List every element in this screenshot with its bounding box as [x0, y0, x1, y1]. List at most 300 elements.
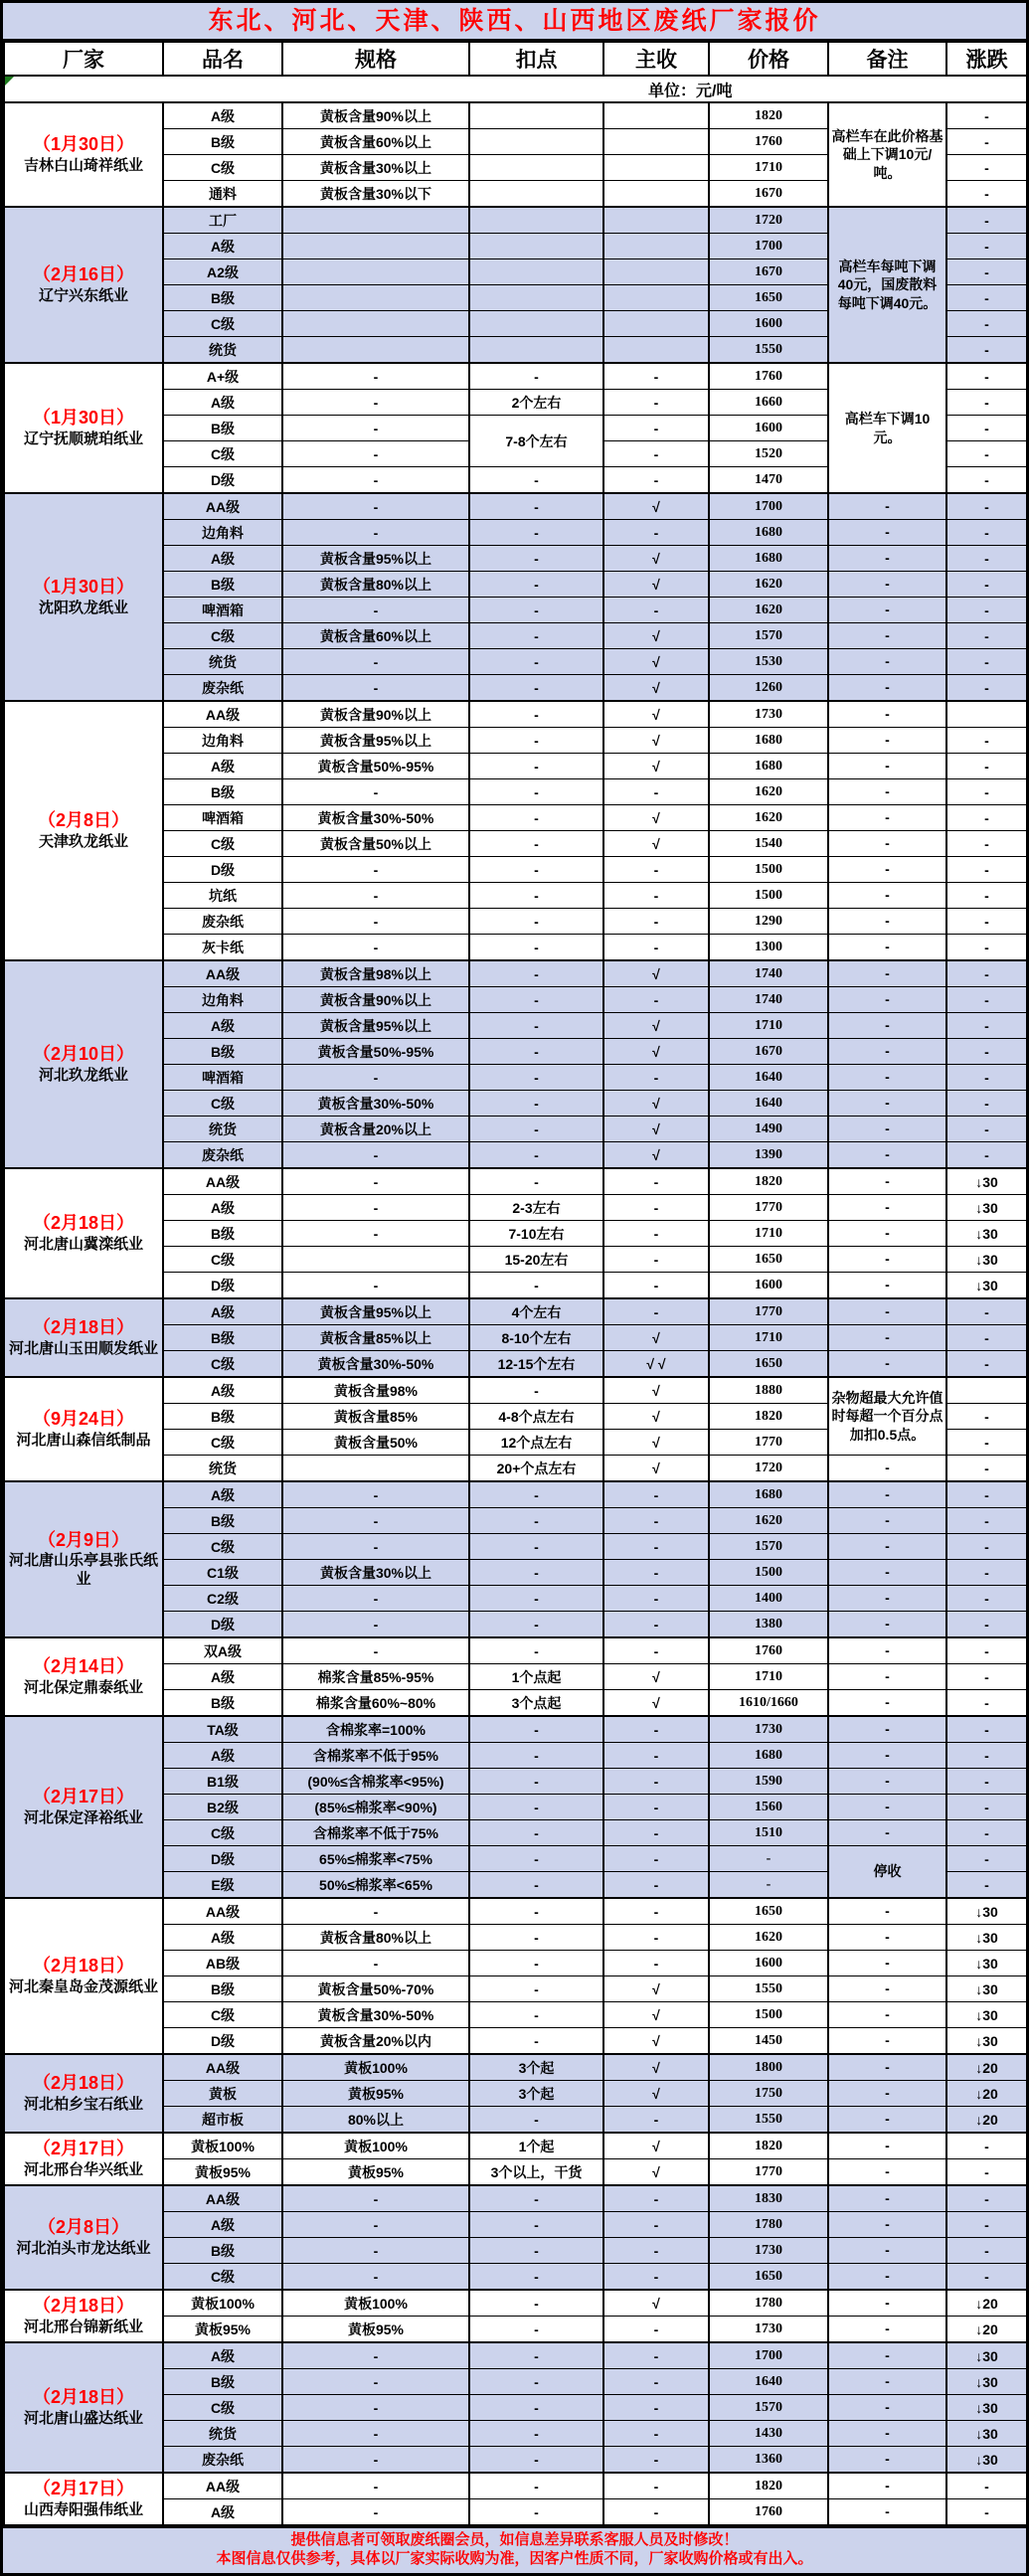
spec-cell: 黄板含量80%以上: [282, 572, 469, 598]
remark-cell: -: [828, 1298, 946, 1325]
grade-cell: D级: [163, 857, 282, 883]
grade-cell: B级: [163, 1508, 282, 1534]
remark-cell: -: [828, 2473, 946, 2499]
main-collect-cell: √: [603, 2028, 709, 2055]
price-cell: 1670: [709, 181, 828, 208]
spec-cell: 黄板95%: [282, 2081, 469, 2107]
deduction-cell: [469, 207, 603, 234]
grade-cell: A+级: [163, 363, 282, 390]
grade-cell: C级: [163, 1820, 282, 1846]
remark-cell: -: [828, 1273, 946, 1299]
factory-cell: [4, 2054, 163, 2133]
change-cell: -: [946, 1142, 1027, 1169]
grade-cell: C级: [163, 1091, 282, 1116]
main-collect-cell: [603, 102, 709, 129]
spec-cell: 50%≤棉浆率<65%: [282, 1872, 469, 1899]
deduction-cell: [469, 285, 603, 311]
price-cell: 1680: [709, 728, 828, 754]
remark-cell: -: [828, 2185, 946, 2212]
main-collect-cell: [603, 207, 709, 234]
price-cell: 1620: [709, 805, 828, 831]
change-cell: -: [946, 2159, 1027, 2186]
remark-cell: 停收: [828, 1846, 946, 1899]
deduction-cell: -: [469, 805, 603, 831]
change-cell: -: [946, 285, 1027, 311]
grade-cell: A级: [163, 754, 282, 779]
remark-cell: -: [828, 2081, 946, 2107]
price-cell: 1700: [709, 2342, 828, 2369]
grade-cell: 超市板: [163, 2107, 282, 2134]
grade-cell: AA级: [163, 2054, 282, 2081]
table-row: [4, 1168, 1027, 1195]
spec-cell: 80%以上: [282, 2107, 469, 2134]
deduction-cell: 8-10个左右: [469, 1325, 603, 1351]
change-cell: ↓30: [946, 1195, 1027, 1221]
change-cell: -: [946, 390, 1027, 416]
spec-cell: [282, 1456, 469, 1482]
main-collect-cell: -: [603, 987, 709, 1013]
factory-cell: [4, 493, 163, 701]
deduction-cell: 1个点起: [469, 1664, 603, 1690]
spec-cell: -: [282, 2264, 469, 2291]
table-row: [4, 2290, 1027, 2317]
main-collect-cell: √: [603, 754, 709, 779]
main-collect-cell: √: [603, 546, 709, 572]
change-cell: -: [946, 1298, 1027, 1325]
change-cell: -: [946, 467, 1027, 494]
spec-cell: 棉浆含量85%-95%: [282, 1664, 469, 1690]
change-cell: -: [946, 1795, 1027, 1820]
main-collect-cell: [603, 311, 709, 337]
spec-cell: [282, 207, 469, 234]
factory-name: 河北保定泽裕纸业: [23, 1808, 143, 1826]
price-cell: 1550: [709, 2107, 828, 2134]
change-cell: ↓30: [946, 1247, 1027, 1273]
main-collect-cell: √: [603, 2054, 709, 2081]
deduction-cell: -: [469, 1898, 603, 1925]
grade-cell: E级: [163, 1872, 282, 1899]
factory-cell: [4, 363, 163, 493]
remark-cell: -: [828, 2499, 946, 2525]
unit-cell: [4, 76, 1027, 102]
price-cell: 1620: [709, 598, 828, 623]
deduction-cell: -: [469, 2317, 603, 2343]
main-collect-cell: [603, 155, 709, 181]
remark-cell: -: [828, 728, 946, 754]
main-collect-cell: -: [603, 2447, 709, 2474]
grade-cell: C1级: [163, 1560, 282, 1586]
deduction-cell: [469, 102, 603, 129]
remark-cell: -: [828, 960, 946, 987]
change-cell: -: [946, 129, 1027, 155]
grade-cell: B级: [163, 1404, 282, 1430]
grade-cell: A级: [163, 390, 282, 416]
price-cell: 1800: [709, 2054, 828, 2081]
remark-cell: -: [828, 649, 946, 675]
spec-cell: -: [282, 1637, 469, 1664]
deduction-cell: -: [469, 2421, 603, 2447]
main-collect-cell: √: [603, 1142, 709, 1169]
change-cell: -: [946, 1456, 1027, 1482]
change-cell: -: [946, 1430, 1027, 1456]
change-cell: ↓20: [946, 2054, 1027, 2081]
grade-cell: B级: [163, 1039, 282, 1065]
factory-date: （2月18日）: [32, 2387, 135, 2408]
factory-cell: [4, 1298, 163, 1377]
main-collect-cell: -: [603, 441, 709, 467]
grade-cell: C级: [163, 441, 282, 467]
change-cell: -: [946, 987, 1027, 1013]
main-collect-cell: √: [603, 2290, 709, 2317]
price-cell: 1820: [709, 1404, 828, 1430]
factory-cell: [4, 207, 163, 363]
remark-cell: -: [828, 2395, 946, 2421]
deduction-cell: [469, 181, 603, 208]
price-cell: 1650: [709, 1898, 828, 1925]
main-collect-cell: -: [603, 779, 709, 805]
spec-cell: 黄板含量90%以上: [282, 701, 469, 728]
main-collect-cell: -: [603, 1872, 709, 1899]
factory-date: （2月8日）: [37, 810, 130, 831]
spec-cell: 黄板100%: [282, 2054, 469, 2081]
remark-cell: -: [828, 2342, 946, 2369]
price-cell: 1730: [709, 1716, 828, 1743]
deduction-cell: -: [469, 1846, 603, 1872]
price-cell: 1770: [709, 1298, 828, 1325]
main-collect-cell: -: [603, 2473, 709, 2499]
main-collect-cell: -: [603, 467, 709, 494]
spec-cell: -: [282, 1273, 469, 1299]
main-collect-cell: -: [603, 2264, 709, 2291]
main-collect-cell: -: [603, 1586, 709, 1612]
factory-name: 河北唐山乐亭县张氏纸业: [8, 1552, 158, 1589]
remark-cell: -: [828, 520, 946, 546]
factory-date: （2月18日）: [32, 2296, 135, 2317]
deduction-cell: -: [469, 2107, 603, 2134]
grade-cell: A2级: [163, 259, 282, 285]
deduction-cell: [469, 129, 603, 155]
spec-cell: 黄板95%: [282, 2317, 469, 2343]
main-collect-cell: -: [603, 1925, 709, 1951]
grade-cell: B级: [163, 572, 282, 598]
spec-cell: -: [282, 1586, 469, 1612]
deduction-cell: 20+个点左右: [469, 1456, 603, 1482]
grade-cell: 双A级: [163, 1637, 282, 1664]
remark-cell: -: [828, 1898, 946, 1925]
grade-cell: B级: [163, 1976, 282, 2002]
main-collect-cell: √: [603, 1430, 709, 1456]
factory-cell: [4, 1377, 163, 1481]
spec-cell: -: [282, 2369, 469, 2395]
deduction-cell: -: [469, 675, 603, 702]
main-collect-cell: -: [603, 1795, 709, 1820]
price-cell: 1620: [709, 1925, 828, 1951]
grade-cell: B级: [163, 416, 282, 441]
change-cell: -: [946, 1637, 1027, 1664]
price-cell: 1820: [709, 2133, 828, 2159]
grade-cell: B级: [163, 779, 282, 805]
grade-cell: D级: [163, 1846, 282, 1872]
main-collect-cell: [603, 259, 709, 285]
price-cell: 1780: [709, 2212, 828, 2238]
remark-cell: -: [828, 1820, 946, 1846]
price-cell: 1760: [709, 363, 828, 390]
change-cell: -: [946, 883, 1027, 909]
grade-cell: 工厂: [163, 207, 282, 234]
header-row: [4, 42, 1027, 76]
price-cell: 1600: [709, 1951, 828, 1976]
remark-cell: -: [828, 1534, 946, 1560]
table-row: [4, 701, 1027, 728]
change-cell: -: [946, 311, 1027, 337]
spec-cell: -: [282, 363, 469, 390]
deduction-cell: 3个起: [469, 2081, 603, 2107]
factory-date: （2月18日）: [32, 2073, 135, 2094]
table-row: [4, 1298, 1027, 1325]
deduction-cell: -: [469, 909, 603, 935]
table-row: [4, 102, 1027, 129]
remark-cell: -: [828, 1508, 946, 1534]
remark-cell: -: [828, 572, 946, 598]
table-row: [4, 960, 1027, 987]
change-cell: -: [946, 2473, 1027, 2499]
change-cell: -: [946, 1716, 1027, 1743]
remark-cell: -: [828, 2317, 946, 2343]
deduction-cell: -: [469, 1612, 603, 1638]
spec-cell: -: [282, 416, 469, 441]
main-collect-cell: √: [603, 1976, 709, 2002]
change-cell: -: [946, 754, 1027, 779]
main-collect-cell: -: [603, 2317, 709, 2343]
price-cell: 1380: [709, 1612, 828, 1638]
deduction-cell: -: [469, 572, 603, 598]
factory-date: （2月18日）: [32, 1317, 135, 1338]
spec-cell: -: [282, 390, 469, 416]
factory-name: 辽宁抚顺琥珀纸业: [23, 429, 143, 447]
price-cell: 1500: [709, 883, 828, 909]
factory-cell: [4, 960, 163, 1168]
change-cell: ↓30: [946, 2342, 1027, 2369]
price-cell: 1470: [709, 467, 828, 494]
main-collect-cell: √: [603, 1091, 709, 1116]
deduction-cell: -: [469, 779, 603, 805]
change-cell: -: [946, 1690, 1027, 1717]
main-collect-cell: -: [603, 1273, 709, 1299]
factory-cell: [4, 102, 163, 207]
change-cell: -: [946, 2238, 1027, 2264]
spec-cell: -: [282, 493, 469, 520]
factory-date: （2月10日）: [32, 1044, 135, 1065]
factory-date: （2月17日）: [32, 2479, 135, 2499]
price-cell: 1750: [709, 2081, 828, 2107]
remark-cell: -: [828, 1247, 946, 1273]
col-header-remark: 备注: [828, 42, 946, 76]
deduction-cell: -: [469, 1168, 603, 1195]
deduction-cell: -: [469, 960, 603, 987]
spec-cell: 黄板含量90%以上: [282, 102, 469, 129]
price-cell: 1590: [709, 1769, 828, 1795]
remark-cell: -: [828, 2238, 946, 2264]
grade-cell: C级: [163, 155, 282, 181]
main-collect-cell: -: [603, 2185, 709, 2212]
main-collect-cell: -: [603, 1612, 709, 1638]
remark-cell: -: [828, 1664, 946, 1690]
change-cell: ↓30: [946, 1976, 1027, 2002]
remark-cell: -: [828, 831, 946, 857]
change-cell: -: [946, 623, 1027, 649]
main-collect-cell: -: [603, 1560, 709, 1586]
spec-cell: 黄板含量60%以上: [282, 129, 469, 155]
spec-cell: 黄板含量85%: [282, 1404, 469, 1430]
grade-cell: A级: [163, 2499, 282, 2525]
main-collect-cell: -: [603, 857, 709, 883]
price-cell: 1670: [709, 1039, 828, 1065]
main-collect-cell: -: [603, 1820, 709, 1846]
remark-cell: 杂物超最大允许值时每超一个百分点加扣0.5点。: [828, 1377, 946, 1456]
grade-cell: 通料: [163, 181, 282, 208]
factory-name: 河北邢台华兴纸业: [23, 2160, 143, 2178]
deduction-cell: 1个起: [469, 2133, 603, 2159]
grade-cell: A级: [163, 102, 282, 129]
change-cell: -: [946, 1612, 1027, 1638]
remark-cell: -: [828, 1325, 946, 1351]
price-cell: 1620: [709, 572, 828, 598]
main-collect-cell: √: [603, 1664, 709, 1690]
grade-cell: 黄板100%: [163, 2290, 282, 2317]
deduction-cell: -: [469, 1716, 603, 1743]
grade-cell: 统货: [163, 337, 282, 364]
factory-date: （1月30日）: [32, 134, 135, 155]
factory-cell: [4, 2185, 163, 2290]
table-row: [4, 2185, 1027, 2212]
spec-cell: 黄板含量30%-50%: [282, 2002, 469, 2028]
remark-cell: -: [828, 1769, 946, 1795]
price-cell: 1700: [709, 234, 828, 259]
spec-cell: -: [282, 2473, 469, 2499]
main-collect-cell: [603, 129, 709, 155]
deduction-cell: 12个点左右: [469, 1430, 603, 1456]
spec-cell: -: [282, 1481, 469, 1508]
grade-cell: 坑纸: [163, 883, 282, 909]
price-cell: 1880: [709, 1377, 828, 1404]
grade-cell: C级: [163, 1247, 282, 1273]
change-cell: -: [946, 857, 1027, 883]
grade-cell: A级: [163, 1298, 282, 1325]
factory-name: 山西寿阳强伟纸业: [23, 2500, 143, 2518]
remark-cell: 高栏车每吨下调40元，国废散料每吨下调40元。: [828, 207, 946, 363]
change-cell: -: [946, 1743, 1027, 1769]
change-cell: -: [946, 649, 1027, 675]
price-cell: 1600: [709, 1273, 828, 1299]
grade-cell: A级: [163, 234, 282, 259]
main-collect-cell: -: [603, 2499, 709, 2525]
grade-cell: C级: [163, 2264, 282, 2291]
change-cell: -: [946, 1039, 1027, 1065]
main-collect-cell: √: [603, 701, 709, 728]
main-collect-cell: -: [603, 1508, 709, 1534]
remark-cell: -: [828, 883, 946, 909]
grade-cell: AA级: [163, 701, 282, 728]
price-cell: 1770: [709, 1195, 828, 1221]
spec-cell: -: [282, 520, 469, 546]
remark-cell: -: [828, 2290, 946, 2317]
spec-cell: -: [282, 1195, 469, 1221]
deduction-cell: -: [469, 1925, 603, 1951]
price-cell: 1620: [709, 779, 828, 805]
quote-table-body: [4, 102, 1027, 2525]
grade-cell: 边角料: [163, 728, 282, 754]
grade-cell: C级: [163, 623, 282, 649]
price-cell: 1670: [709, 259, 828, 285]
deduction-cell: -: [469, 1743, 603, 1769]
change-cell: ↓30: [946, 1898, 1027, 1925]
main-collect-cell: -: [603, 2107, 709, 2134]
grade-cell: C2级: [163, 1586, 282, 1612]
spec-cell: -: [282, 2212, 469, 2238]
factory-name: 河北唐山盛达纸业: [23, 2409, 143, 2427]
price-cell: 1680: [709, 1481, 828, 1508]
change-cell: -: [946, 337, 1027, 364]
factory-name: 天津玖龙纸业: [38, 832, 128, 850]
price-cell: 1620: [709, 1508, 828, 1534]
col-header-price: 价格: [709, 42, 828, 76]
price-cell: 1490: [709, 1116, 828, 1142]
factory-date: （2月16日）: [32, 264, 135, 285]
change-cell: -: [946, 935, 1027, 961]
main-collect-cell: √: [603, 831, 709, 857]
factory-date: （2月18日）: [32, 1956, 135, 1976]
grade-cell: 统货: [163, 1116, 282, 1142]
deduction-cell: -: [469, 701, 603, 728]
table-row: [4, 493, 1027, 520]
deduction-cell: -: [469, 2395, 603, 2421]
price-cell: 1710: [709, 155, 828, 181]
factory-name: 河北玖龙纸业: [38, 1066, 128, 1084]
main-collect-cell: √: [603, 2002, 709, 2028]
main-collect-cell: -: [603, 1769, 709, 1795]
price-cell: 1600: [709, 416, 828, 441]
unit-note: 单位：元/吨: [648, 83, 733, 99]
price-cell: 1360: [709, 2447, 828, 2474]
price-cell: 1290: [709, 909, 828, 935]
remark-cell: -: [828, 1351, 946, 1378]
table-row: [4, 2473, 1027, 2499]
grade-cell: 边角料: [163, 520, 282, 546]
change-cell: -: [946, 520, 1027, 546]
remark-cell: -: [828, 2054, 946, 2081]
price-cell: 1650: [709, 1247, 828, 1273]
main-collect-cell: √: [603, 572, 709, 598]
table-row: [4, 1377, 1027, 1404]
remark-cell: -: [828, 2421, 946, 2447]
change-cell: -: [946, 1769, 1027, 1795]
price-cell: 1540: [709, 831, 828, 857]
deduction-cell: -: [469, 1637, 603, 1664]
grade-cell: B2级: [163, 1795, 282, 1820]
spec-cell: -: [282, 598, 469, 623]
remark-cell: -: [828, 2159, 946, 2186]
spec-cell: 黄板含量30%-50%: [282, 805, 469, 831]
change-cell: -: [946, 102, 1027, 129]
factory-date: （2月17日）: [32, 2139, 135, 2159]
factory-date: （2月17日）: [32, 1787, 135, 1807]
price-cell: 1740: [709, 960, 828, 987]
price-cell: 1530: [709, 649, 828, 675]
grade-cell: 黄板: [163, 2081, 282, 2107]
factory-cell: [4, 1637, 163, 1716]
grade-cell: A级: [163, 1013, 282, 1039]
price-cell: 1650: [709, 2264, 828, 2291]
